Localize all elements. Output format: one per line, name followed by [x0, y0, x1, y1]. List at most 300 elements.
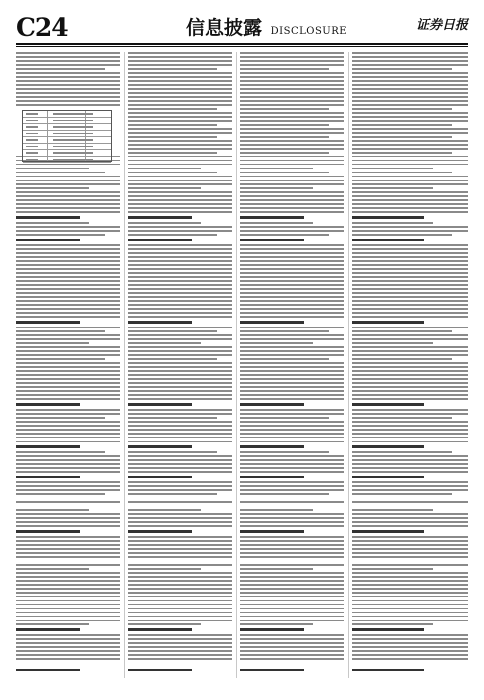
text-line	[128, 234, 217, 236]
text-line	[352, 156, 468, 158]
text-line	[128, 230, 232, 232]
text-line	[352, 338, 468, 340]
text-line	[352, 501, 468, 503]
text-line	[240, 501, 344, 503]
text-line	[128, 108, 217, 110]
text-line	[352, 56, 468, 58]
text-line	[128, 409, 232, 411]
text-line	[16, 620, 120, 622]
text-line	[352, 588, 468, 590]
text-line	[128, 312, 232, 314]
text-line	[16, 292, 120, 294]
text-line	[128, 321, 192, 324]
text-line	[352, 104, 468, 106]
text-line	[128, 140, 232, 142]
text-line	[240, 386, 344, 388]
text-line	[16, 572, 120, 574]
text-line	[352, 350, 468, 352]
text-line	[16, 413, 120, 415]
text-line	[240, 338, 344, 340]
text-line	[16, 362, 120, 364]
text-line	[352, 148, 468, 150]
text-line	[352, 207, 468, 209]
text-line	[128, 64, 232, 66]
text-line	[352, 612, 468, 614]
text-line	[240, 152, 329, 154]
text-line	[240, 544, 344, 546]
text-line	[352, 144, 468, 146]
text-line	[240, 284, 344, 286]
text-line	[240, 374, 344, 376]
text-line	[240, 429, 344, 431]
text-line	[352, 308, 468, 310]
text-line	[240, 280, 344, 282]
text-line	[128, 76, 232, 78]
text-line	[352, 445, 424, 448]
text-line	[352, 471, 468, 473]
text-line	[128, 342, 201, 344]
text-line	[16, 564, 120, 566]
text-line	[352, 481, 468, 483]
text-line	[128, 646, 232, 648]
text-line	[352, 203, 468, 205]
text-line	[352, 230, 468, 232]
text-line	[240, 334, 344, 336]
text-line	[16, 370, 120, 372]
text-line	[128, 417, 217, 419]
text-line	[128, 203, 232, 205]
text-line	[352, 116, 468, 118]
text-line	[240, 600, 344, 602]
text-line	[240, 183, 344, 185]
text-line	[240, 451, 329, 453]
text-line	[128, 338, 232, 340]
text-line	[352, 296, 468, 298]
text-line	[240, 564, 344, 566]
text-line	[240, 646, 344, 648]
text-line	[128, 588, 232, 590]
text-line	[16, 378, 120, 380]
text-line	[240, 136, 329, 138]
text-line	[128, 390, 232, 392]
text-line	[128, 191, 232, 193]
text-line	[240, 327, 344, 329]
masthead-rule-thin	[16, 46, 468, 47]
text-line	[240, 421, 344, 423]
text-line	[352, 521, 468, 523]
text-line	[128, 441, 232, 443]
text-line	[240, 441, 344, 443]
text-line	[16, 616, 120, 618]
text-line	[128, 616, 232, 618]
text-line	[16, 485, 120, 487]
text-line	[128, 413, 232, 415]
text-line	[352, 304, 468, 306]
text-line	[128, 260, 232, 262]
text-line	[352, 564, 468, 566]
text-line	[16, 256, 120, 258]
text-line	[128, 403, 192, 406]
text-line	[240, 96, 344, 98]
text-line	[240, 493, 329, 495]
text-line	[240, 413, 344, 415]
text-line	[240, 642, 344, 644]
text-line	[16, 374, 120, 376]
text-line	[16, 104, 120, 106]
text-line	[16, 222, 89, 224]
text-line	[240, 230, 344, 232]
text-line	[128, 304, 232, 306]
text-line	[128, 525, 232, 527]
text-line	[16, 211, 120, 213]
text-line	[352, 316, 468, 318]
text-line	[16, 56, 120, 58]
text-line	[128, 128, 232, 130]
text-line	[16, 467, 120, 469]
text-line	[16, 403, 80, 406]
text-line	[128, 180, 232, 182]
text-line	[16, 600, 120, 602]
text-line	[240, 445, 304, 448]
text-line	[16, 207, 120, 209]
text-line	[352, 576, 468, 578]
text-line	[352, 84, 468, 86]
text-line	[352, 132, 468, 134]
text-line	[128, 252, 232, 254]
text-line	[16, 489, 120, 491]
text-line	[240, 580, 344, 582]
text-line	[128, 264, 232, 266]
text-line	[240, 378, 344, 380]
text-line	[128, 623, 201, 625]
text-line	[128, 564, 232, 566]
text-line	[128, 459, 232, 461]
text-line	[352, 64, 468, 66]
text-line	[16, 536, 120, 538]
text-line	[128, 136, 217, 138]
text-line	[240, 548, 344, 550]
text-line	[16, 576, 120, 578]
text-line	[240, 160, 344, 162]
text-line	[352, 354, 468, 356]
text-line	[128, 330, 217, 332]
text-line	[128, 216, 192, 219]
text-line	[128, 576, 232, 578]
text-line	[352, 168, 433, 170]
text-line	[352, 248, 468, 250]
text-line	[240, 358, 329, 360]
text-line	[16, 284, 120, 286]
text-line	[128, 530, 192, 533]
text-line	[128, 148, 232, 150]
text-line	[352, 140, 468, 142]
text-line	[16, 525, 120, 527]
text-line	[128, 120, 232, 122]
text-line	[352, 88, 468, 90]
text-line	[352, 234, 452, 236]
text-line	[240, 330, 329, 332]
text-line	[128, 612, 232, 614]
text-line	[16, 433, 120, 435]
text-line	[16, 338, 120, 340]
text-line	[16, 183, 120, 185]
text-line	[16, 308, 120, 310]
text-line	[352, 252, 468, 254]
text-line	[16, 68, 105, 70]
text-line	[240, 517, 344, 519]
text-line	[352, 467, 468, 469]
text-line	[128, 296, 232, 298]
text-line	[240, 417, 329, 419]
text-line	[240, 216, 304, 219]
text-line	[352, 120, 468, 122]
text-line	[128, 592, 232, 594]
text-line	[240, 638, 344, 640]
text-line	[352, 650, 468, 652]
text-line	[16, 96, 120, 98]
text-line	[240, 568, 313, 570]
text-line	[16, 288, 120, 290]
text-line	[16, 394, 120, 396]
text-line	[128, 463, 232, 465]
text-line	[352, 638, 468, 640]
text-line	[128, 248, 232, 250]
text-line	[352, 390, 468, 392]
text-line	[240, 513, 344, 515]
text-line	[128, 669, 192, 672]
text-line	[352, 211, 468, 213]
text-line	[128, 244, 232, 246]
text-line	[240, 485, 344, 487]
text-line	[240, 398, 344, 400]
text-line	[128, 467, 232, 469]
text-line	[240, 370, 344, 372]
text-line	[352, 433, 468, 435]
text-line	[16, 334, 120, 336]
text-line	[352, 342, 433, 344]
text-line	[128, 60, 232, 62]
text-line	[240, 658, 344, 660]
text-line	[352, 662, 468, 666]
text-line	[16, 176, 120, 178]
text-line	[16, 612, 120, 614]
text-line	[128, 152, 217, 154]
text-line	[128, 394, 232, 396]
text-line	[240, 604, 344, 606]
text-line	[128, 398, 232, 400]
text-line	[128, 455, 232, 457]
text-line	[128, 366, 232, 368]
text-line	[128, 628, 192, 631]
text-line	[16, 327, 120, 329]
text-line	[352, 572, 468, 574]
text-line	[240, 382, 344, 384]
text-line	[16, 521, 120, 523]
text-line	[128, 521, 232, 523]
text-line	[240, 203, 344, 205]
text-line	[352, 596, 468, 598]
text-line	[352, 403, 424, 406]
text-line	[16, 646, 120, 648]
text-line	[352, 580, 468, 582]
text-line	[128, 350, 232, 352]
text-line	[128, 600, 232, 602]
text-line	[128, 160, 232, 162]
text-line	[16, 658, 120, 660]
text-line	[240, 623, 313, 625]
text-line	[352, 451, 452, 453]
text-line	[240, 199, 344, 201]
text-line	[128, 608, 232, 610]
section-title-cn: 信息披露	[186, 17, 263, 39]
text-line	[16, 354, 120, 356]
text-line	[240, 268, 344, 270]
text-line	[240, 80, 344, 82]
text-line	[128, 572, 232, 574]
text-line	[352, 244, 468, 246]
text-line	[352, 658, 468, 660]
text-line	[352, 183, 468, 185]
text-line	[352, 180, 468, 182]
text-line	[352, 374, 468, 376]
text-line	[240, 650, 344, 652]
text-line	[16, 638, 120, 640]
table-row	[23, 157, 111, 164]
text-line	[240, 620, 344, 622]
text-line	[240, 354, 344, 356]
text-line	[240, 674, 344, 678]
text-line	[16, 172, 105, 174]
text-line	[352, 394, 468, 396]
text-line	[240, 308, 344, 310]
text-line	[352, 544, 468, 546]
text-line	[128, 276, 232, 278]
text-line	[240, 476, 304, 479]
text-line	[128, 386, 232, 388]
text-line	[352, 459, 468, 461]
text-line	[16, 623, 89, 625]
text-line	[352, 476, 424, 479]
text-line	[128, 556, 232, 558]
text-line	[128, 421, 232, 423]
text-line	[352, 124, 452, 126]
text-line	[128, 80, 232, 82]
text-line	[128, 100, 232, 102]
text-line	[240, 409, 344, 411]
text-line	[16, 100, 120, 102]
text-line	[16, 390, 120, 392]
text-line	[16, 199, 120, 201]
text-line	[352, 334, 468, 336]
text-line	[16, 80, 120, 82]
text-line	[128, 485, 232, 487]
text-line	[352, 654, 468, 656]
text-line	[352, 52, 468, 54]
text-line	[240, 321, 304, 324]
column-divider	[348, 52, 349, 678]
text-line	[128, 183, 232, 185]
text-line	[240, 300, 344, 302]
text-line	[128, 374, 232, 376]
text-line	[16, 568, 89, 570]
text-line	[16, 203, 120, 205]
text-line	[16, 321, 80, 324]
text-line	[352, 485, 468, 487]
text-line	[352, 540, 468, 542]
text-line	[128, 658, 232, 660]
text-line	[16, 463, 120, 465]
text-line	[240, 530, 304, 533]
text-line	[128, 513, 232, 515]
text-line	[128, 650, 232, 652]
text-line	[16, 584, 120, 586]
text-line	[352, 646, 468, 648]
text-line	[128, 68, 217, 70]
text-line	[240, 272, 344, 274]
text-column-3	[240, 52, 344, 678]
text-line	[128, 451, 217, 453]
text-line	[240, 390, 344, 392]
text-line	[16, 168, 89, 170]
text-line	[16, 476, 80, 479]
text-line	[240, 403, 304, 406]
text-line	[16, 244, 120, 246]
text-line	[240, 304, 344, 306]
text-line	[352, 366, 468, 368]
text-line	[16, 556, 120, 558]
text-line	[16, 264, 120, 266]
text-line	[16, 72, 120, 74]
text-line	[240, 296, 344, 298]
text-line	[128, 536, 232, 538]
text-line	[240, 509, 313, 511]
text-line	[128, 642, 232, 644]
text-line	[240, 260, 344, 262]
text-line	[128, 176, 232, 178]
text-line	[128, 378, 232, 380]
text-line	[240, 88, 344, 90]
text-line	[240, 662, 344, 666]
text-line	[128, 489, 232, 491]
text-line	[352, 548, 468, 550]
text-line	[240, 207, 344, 209]
text-line	[128, 84, 232, 86]
text-line	[352, 239, 424, 242]
text-line	[16, 517, 120, 519]
text-line	[16, 230, 120, 232]
text-line	[240, 92, 344, 94]
text-line	[352, 608, 468, 610]
text-line	[128, 509, 201, 511]
text-line	[352, 513, 468, 515]
text-line	[16, 471, 120, 473]
text-line	[352, 441, 468, 443]
text-line	[352, 489, 468, 491]
text-line	[240, 394, 344, 396]
text-line	[240, 108, 329, 110]
text-line	[128, 124, 217, 126]
text-line	[240, 252, 344, 254]
text-line	[352, 616, 468, 618]
text-line	[240, 256, 344, 258]
text-line	[352, 226, 468, 228]
text-line	[240, 455, 344, 457]
text-line	[16, 459, 120, 461]
text-line	[128, 199, 232, 201]
text-line	[352, 409, 468, 411]
text-line	[16, 634, 120, 636]
text-line	[16, 588, 120, 590]
